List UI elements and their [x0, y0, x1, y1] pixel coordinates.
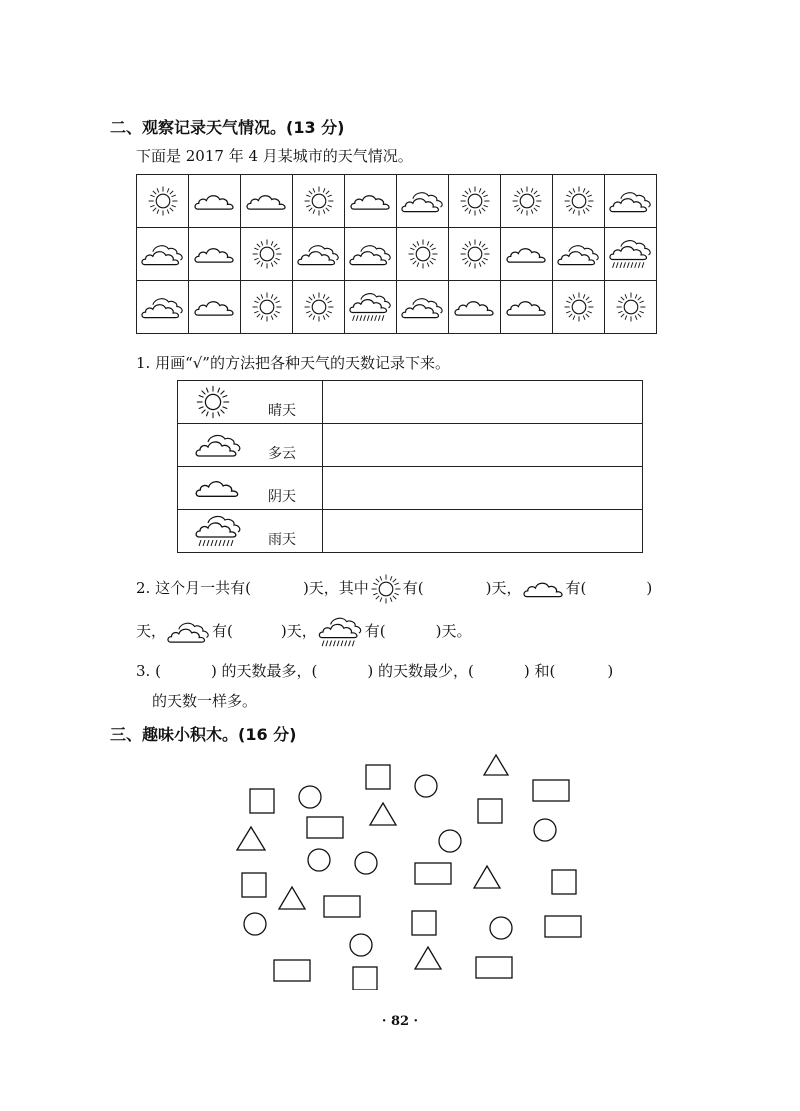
- square-shape: [552, 870, 576, 894]
- sunny-icon: [146, 184, 180, 218]
- tally-row: [178, 381, 643, 424]
- weather-cell-sunny: [397, 228, 449, 281]
- overcast-icon: [194, 474, 242, 503]
- cloudy-icon: [194, 429, 244, 461]
- weather-cell-sunny: [449, 228, 501, 281]
- weather-grid-row: [137, 228, 657, 281]
- tally-label-cell: [178, 424, 323, 467]
- cloudy-icon: [140, 240, 186, 269]
- q3-text-a: 3. (: [136, 662, 161, 680]
- tally-label: 晴天: [268, 403, 296, 419]
- sunny-icon: [562, 290, 596, 324]
- q3-text-e: ): [607, 662, 614, 680]
- sunny-icon: [562, 184, 596, 218]
- square-shape: [478, 799, 502, 823]
- weather-cell-cloudy: [553, 228, 605, 281]
- square-shape: [242, 873, 266, 897]
- tally-entry-cell[interactable]: [323, 467, 643, 510]
- rectangle-shape: [415, 863, 451, 884]
- sunny-icon: [369, 572, 403, 606]
- weather-cell-sunny: [605, 281, 657, 334]
- q3-line2: 的天数一样多。: [152, 692, 258, 710]
- rectangle-shape: [545, 916, 581, 937]
- overcast-icon: [349, 188, 393, 215]
- cloudy-icon: [348, 240, 394, 269]
- overcast-icon: [505, 294, 549, 321]
- overcast-icon: [193, 241, 237, 268]
- weather-cell-overcast: [189, 175, 241, 228]
- sunny-icon: [302, 184, 336, 218]
- q3-text-d: ) 和(: [523, 662, 556, 680]
- tally-label: 多云: [268, 446, 296, 462]
- circle-shape: [308, 849, 330, 871]
- weather-cell-sunny: [241, 228, 293, 281]
- circle-shape: [415, 775, 437, 797]
- circle-shape: [244, 913, 266, 935]
- weather-cell-overcast: [189, 228, 241, 281]
- sunny-icon: [458, 184, 492, 218]
- square-shape: [353, 967, 377, 990]
- tally-label-cell: [178, 381, 323, 424]
- weather-cell-sunny: [293, 175, 345, 228]
- sunny-icon: [194, 383, 232, 421]
- tally-row: [178, 510, 643, 553]
- weather-cell-cloudy: [137, 228, 189, 281]
- weather-cell-sunny: [293, 281, 345, 334]
- section2-title: 二、观察记录天气情况。(13 分): [110, 118, 345, 137]
- circle-shape: [490, 917, 512, 939]
- tally-entry-cell[interactable]: [323, 424, 643, 467]
- q2-text-f: ): [646, 579, 653, 597]
- tally-label-cell: [178, 467, 323, 510]
- q2-text-b: )天，其中: [302, 579, 369, 597]
- overcast-icon: [193, 294, 237, 321]
- q2-text-g: 天，: [136, 622, 167, 640]
- sunny-icon: [406, 237, 440, 271]
- weather-cell-sunny: [241, 281, 293, 334]
- cloudy-icon: [140, 293, 186, 322]
- q2-line2: [136, 615, 471, 649]
- weather-cell-overcast: [345, 175, 397, 228]
- weather-cell-rainy: [605, 228, 657, 281]
- q1-text: 1. 用画“√”的方法把各种天气的天数记录下来。: [136, 354, 450, 372]
- q3-line1: [136, 660, 613, 681]
- weather-cell-overcast: [241, 175, 293, 228]
- weather-cell-sunny: [553, 281, 605, 334]
- sunny-icon: [250, 237, 284, 271]
- cloudy-icon: [608, 187, 654, 216]
- sunny-icon: [302, 290, 336, 324]
- sunny-icon: [250, 290, 284, 324]
- rainy-icon: [608, 237, 654, 271]
- weather-cell-overcast: [501, 228, 553, 281]
- section2-intro: 下面是 2017 年 4 月某城市的天气情况。: [136, 147, 413, 165]
- cloudy-icon: [296, 240, 342, 269]
- weather-cell-cloudy: [293, 228, 345, 281]
- weather-cell-rainy: [345, 281, 397, 334]
- rainy-icon: [194, 512, 244, 550]
- rectangle-shape: [274, 960, 310, 981]
- cloudy-icon: [556, 240, 602, 269]
- tally-row: [178, 467, 643, 510]
- triangle-shape: [415, 947, 441, 969]
- sunny-icon: [614, 290, 648, 324]
- weather-cell-cloudy: [345, 228, 397, 281]
- square-shape: [366, 765, 390, 789]
- weather-grid: [136, 174, 657, 334]
- rainy-icon: [317, 615, 365, 649]
- q2-text-i: )天，: [280, 622, 317, 640]
- tally-label: 雨天: [268, 532, 296, 548]
- cloudy-icon: [166, 618, 212, 646]
- triangle-shape: [279, 887, 305, 909]
- rectangle-shape: [307, 817, 343, 838]
- overcast-icon: [193, 188, 237, 215]
- q2-text-d: )天，: [485, 579, 522, 597]
- cloudy-icon: [400, 187, 446, 216]
- q3-text-c: ) 的天数最少，(: [367, 662, 474, 680]
- overcast-icon: [453, 294, 497, 321]
- weather-cell-sunny: [501, 175, 553, 228]
- square-shape: [250, 789, 274, 813]
- weather-cell-overcast: [501, 281, 553, 334]
- weather-cell-sunny: [553, 175, 605, 228]
- weather-cell-sunny: [449, 175, 501, 228]
- overcast-icon: [245, 188, 289, 215]
- sunny-icon: [510, 184, 544, 218]
- q2-text-h: 有(: [212, 622, 233, 640]
- circle-shape: [534, 819, 556, 841]
- tally-label-cell: [178, 510, 323, 553]
- triangle-shape: [237, 827, 265, 850]
- section3-title: 三、趣味小积木。(16 分): [110, 725, 297, 744]
- page-number: · 82 ·: [381, 1014, 419, 1029]
- q2-text-e: 有(: [565, 579, 587, 597]
- circle-shape: [355, 852, 377, 874]
- weather-cell-cloudy: [397, 175, 449, 228]
- q2-text-a: 2. 这个月一共有(: [136, 579, 251, 597]
- square-shape: [412, 911, 436, 935]
- rectangle-shape: [533, 780, 569, 801]
- weather-cell-overcast: [189, 281, 241, 334]
- weather-grid-row: [137, 281, 657, 334]
- weather-cell-overcast: [449, 281, 501, 334]
- circle-shape: [350, 934, 372, 956]
- tally-table: [177, 380, 643, 553]
- triangle-shape: [484, 755, 508, 775]
- weather-cell-cloudy: [397, 281, 449, 334]
- rainy-icon: [348, 290, 394, 324]
- circle-shape: [439, 830, 461, 852]
- weather-cell-sunny: [137, 175, 189, 228]
- overcast-icon: [505, 241, 549, 268]
- q2-text-c: 有(: [402, 579, 424, 597]
- rectangle-shape: [324, 896, 360, 917]
- q2-line1: [136, 572, 652, 606]
- q3-text-b: ) 的天数最多，(: [210, 662, 318, 680]
- blocks-figure: [232, 750, 592, 990]
- q2-text-j: 有(: [364, 622, 386, 640]
- weather-cell-cloudy: [605, 175, 657, 228]
- tally-entry-cell[interactable]: [323, 510, 643, 553]
- triangle-shape: [474, 866, 500, 888]
- triangle-shape: [370, 803, 396, 825]
- q2-text-k: )天。: [435, 622, 472, 640]
- cloudy-icon: [400, 293, 446, 322]
- rectangle-shape: [476, 957, 512, 978]
- tally-label: 阴天: [268, 489, 296, 505]
- circle-shape: [299, 786, 321, 808]
- tally-row: [178, 424, 643, 467]
- weather-cell-cloudy: [137, 281, 189, 334]
- weather-grid-row: [137, 175, 657, 228]
- overcast-icon: [522, 576, 566, 602]
- sunny-icon: [458, 237, 492, 271]
- tally-entry-cell[interactable]: [323, 381, 643, 424]
